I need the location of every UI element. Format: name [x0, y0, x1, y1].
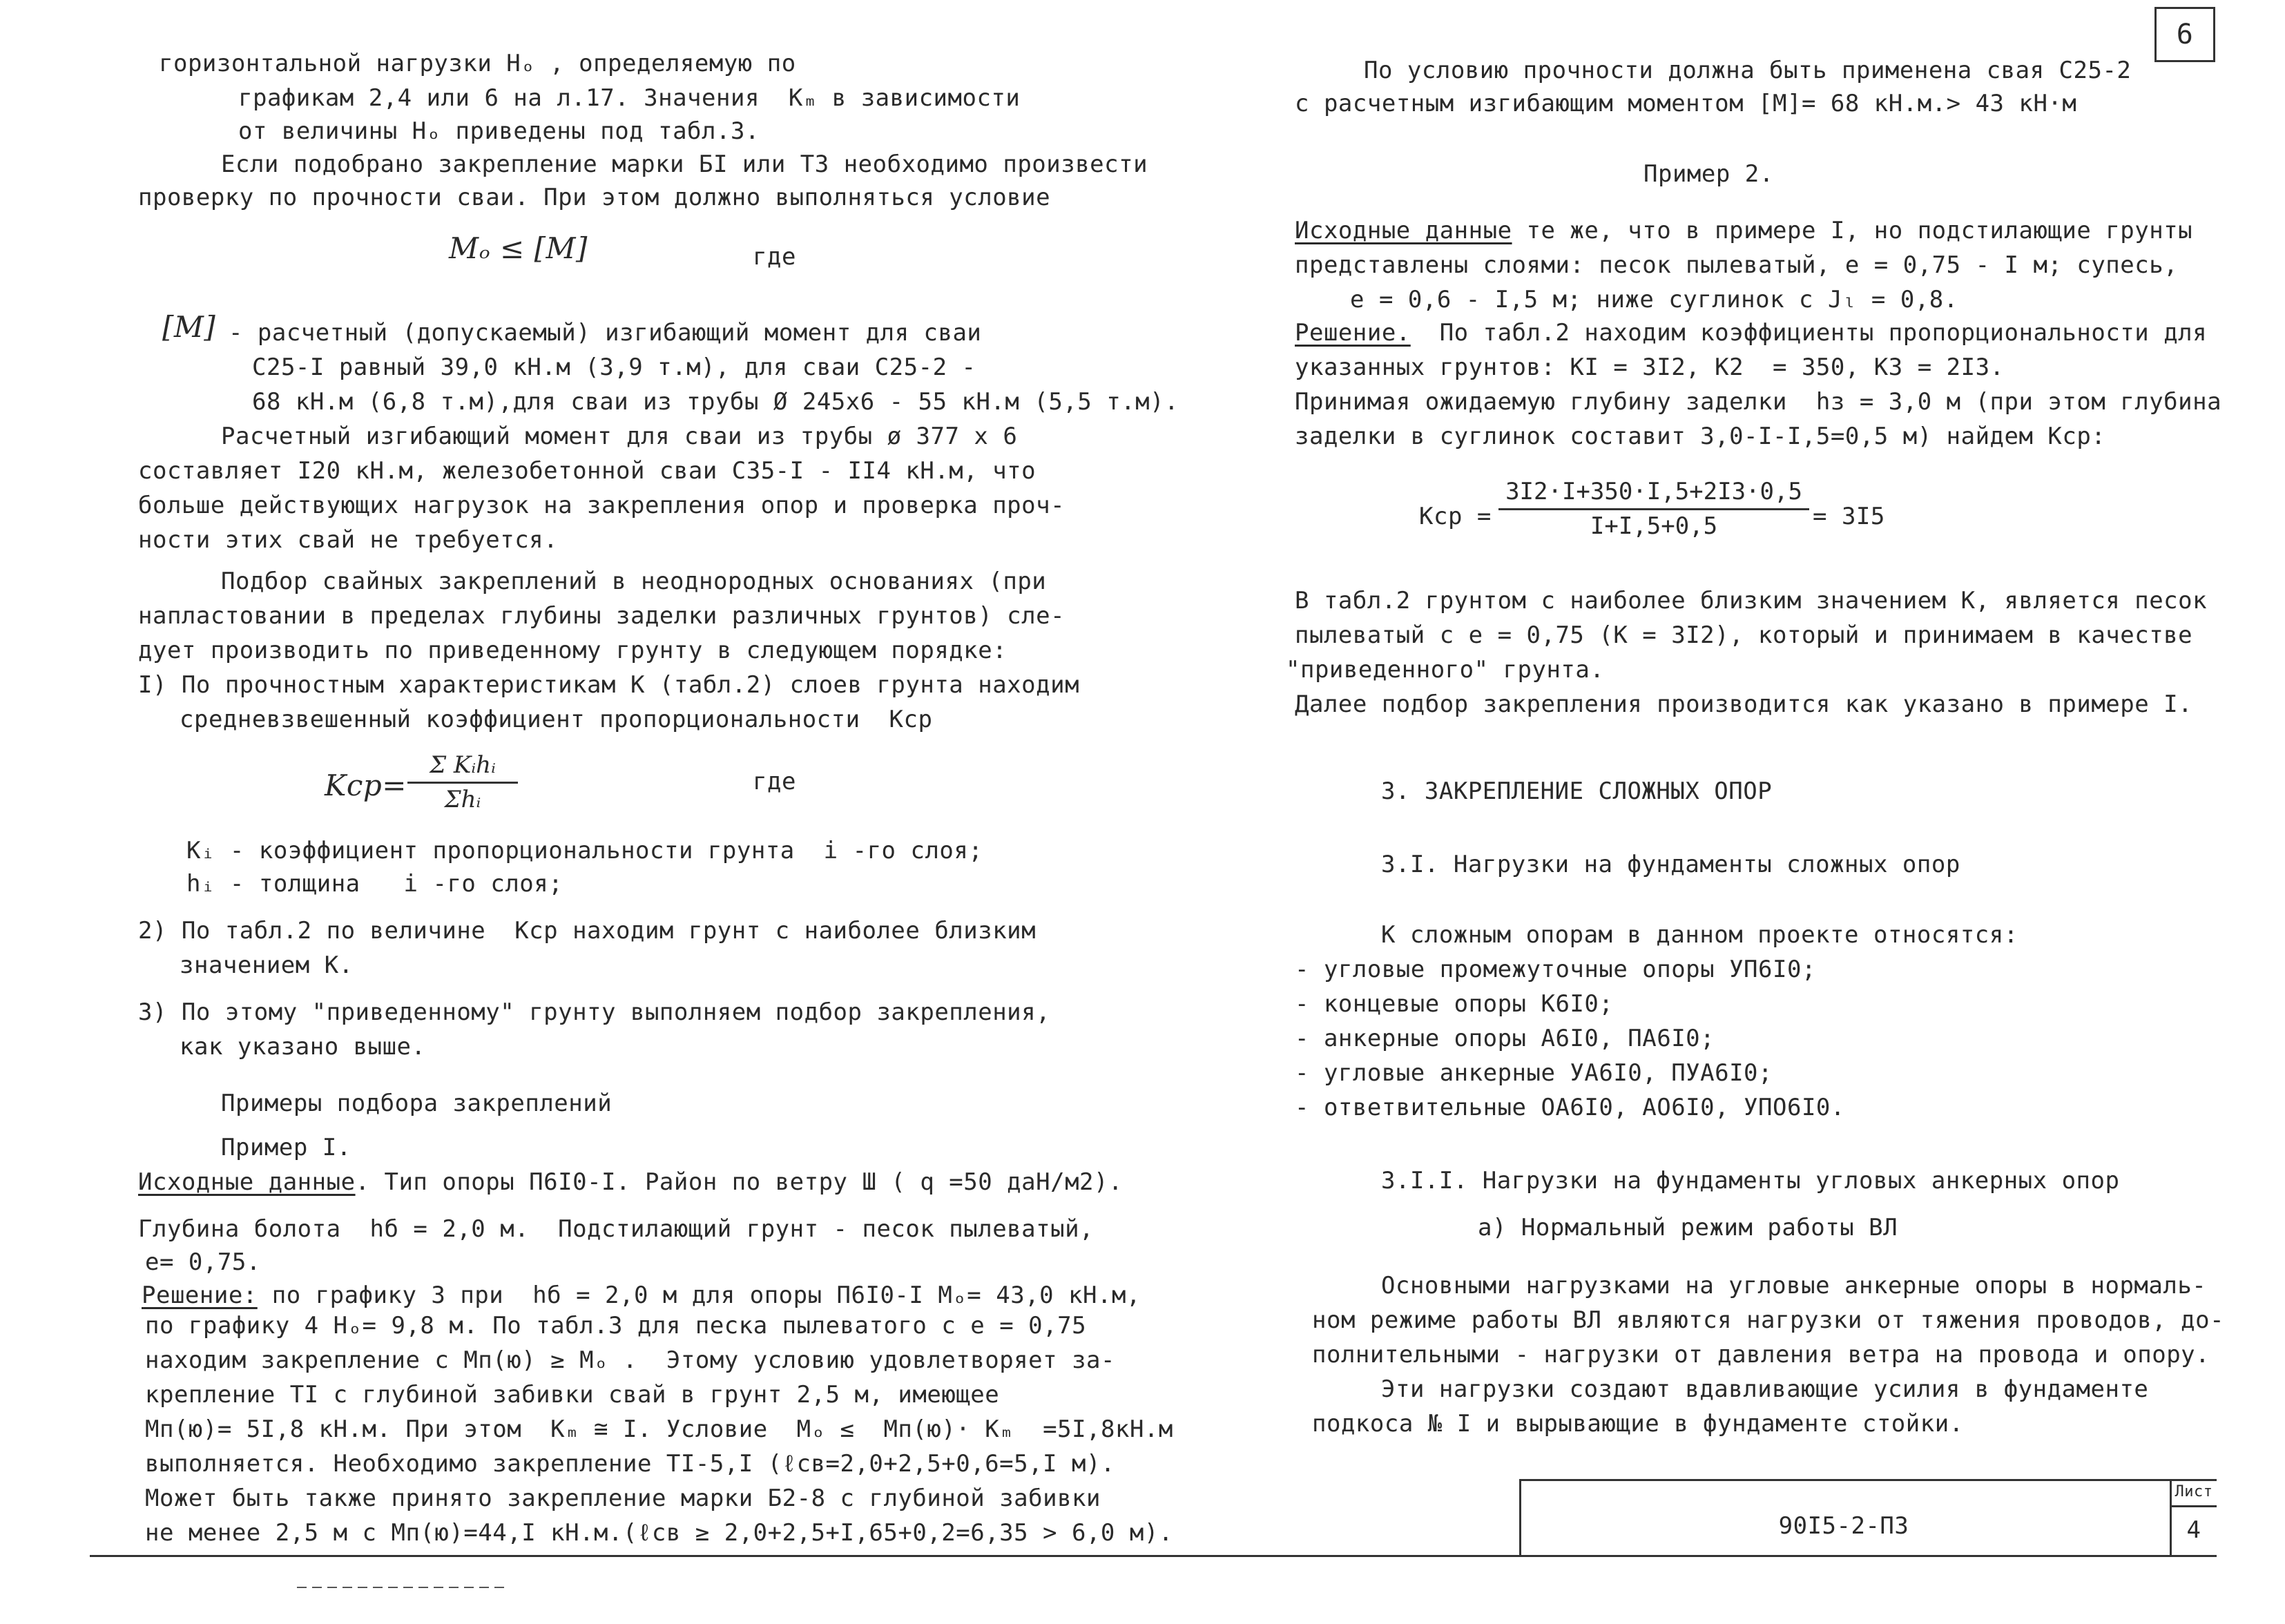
example-1-solution-7: Может быть также принято закрепление марки Б2-8 с глубиной забивки	[145, 1485, 1101, 1512]
formula-kcp2-numerator: 3I2·I+350·I,5+2I3·0,5	[1505, 478, 1802, 505]
example-1-solution-5: Mп(ю)= 5I,8 кН.м. При этом Kₘ ≅ I. Условие Mₒ ≤ Mп(ю)· Kₘ =5I,8кН.м	[145, 1415, 1173, 1443]
example-2-solution-text: По табл.2 находим коэффициенты пропорциональности для	[1410, 319, 2208, 347]
left-bottom-dashes	[297, 1587, 504, 1588]
step-3-line-1: 3) По этому "приведенному" грунту выполняем подбор закрепления,	[138, 998, 1051, 1026]
example-1-solution-2: по графику 4 Hₒ= 9,8 м. По табл.3 для песка пылеватого с e = 0,75	[145, 1312, 1087, 1340]
example-1-title: Пример I.	[221, 1134, 351, 1161]
formula-kcp2-result: = 3I5	[1813, 503, 1885, 530]
formula-kcp-lhs: Kср=	[325, 768, 407, 802]
para-1-line-3: больше действующих нагрузок на закрепления опор и проверка проч-	[138, 492, 1066, 519]
example-1-solution-4: крепление ТI с глубиной забивки свай в грунт 2,5 м, имеющее	[145, 1381, 1000, 1409]
example-2-source-label: Исходные данные	[1295, 217, 1512, 244]
def-ki: Kᵢ - коэффициент пропорциональности грунта i -го слоя;	[186, 837, 983, 864]
example-1-solution-8: не менее 2,5 м с Mп(ю)=44,I кН.м.(ℓсв ≥ 2,0+2,5+I,65+0,2=6,35 > 6,0 м).	[145, 1519, 1173, 1547]
solution-label-2: Решение.	[1295, 319, 1411, 347]
normal-mode-line-5: подкоса № I и вырывающие в фундаменте стойки.	[1312, 1410, 1964, 1438]
stamp-bottom-rule	[1167, 1555, 2217, 1557]
normal-mode-line-3: полнительными - нагрузки от давления ветра на провода и опору.	[1312, 1341, 2210, 1369]
step-3-line-2: как указано выше.	[180, 1033, 426, 1061]
solution-1-text: по графику 3 при hб = 2,0 м для опоры П6I0-I Mₒ= 43,0 кН.м,	[257, 1282, 1141, 1309]
example-2-line-8: В табл.2 грунтом с наиболее близким значением K, является песок	[1295, 587, 2208, 615]
example-1-source-label: Исходные данные	[138, 1168, 356, 1196]
example-2-source-text: те же, что в примере I, но подстилающие грунты	[1512, 217, 2193, 244]
example-2-solution	[1295, 319, 2207, 347]
para-1-line-2: составляет I20 кН.м, железобетонной сваи С35-I - II4 кН.м, что	[138, 457, 1037, 485]
section-3-heading: 3. ЗАКРЕПЛЕНИЕ СЛОЖНЫХ ОПОР	[1381, 777, 1773, 805]
page-corner-number: 6	[2154, 7, 2215, 62]
left-line-2: графикам 2,4 или 6 на л.17. Значения Kₘ в зависимости	[238, 84, 1021, 112]
section-3-1-1-subheading: а) Нормальный режим работы ВЛ	[1478, 1214, 1898, 1241]
examples-title: Примеры подбора закреплений	[221, 1090, 613, 1117]
def-hi: hᵢ - толщина i -го слоя;	[186, 870, 563, 898]
example-2-line-3: e = 0,6 - I,5 м; ниже суглинок с Jₗ = 0,8.	[1350, 286, 1958, 313]
normal-mode-line-4: Эти нагрузки создают вдавливающие усилия в фундаменте	[1381, 1375, 2149, 1403]
left-line-5: проверку по прочности сваи. При этом должно выполняться условие	[138, 184, 1051, 211]
example-1-line-3: e= 0,75.	[145, 1248, 261, 1276]
right-line-1: По условию прочности должна быть применена свая С25-2	[1364, 57, 2132, 84]
sheet-label: Лист	[2175, 1483, 2213, 1500]
formula-where-2: где	[753, 768, 796, 795]
para-1-line-4: ности этих свай не требуется.	[138, 526, 559, 554]
section-3-1-1-heading: 3.I.I. Нагрузки на фундаменты угловых анкерных опор	[1381, 1167, 2120, 1195]
normal-mode-line-1: Основными нагрузками на угловые анкерные опоры в нормаль-	[1381, 1272, 2207, 1299]
step-1-line-2: средневзвешенный коэффициент пропорциональности Kср	[180, 706, 933, 733]
example-2-title: Пример 2.	[1643, 160, 1774, 188]
stamp-sheet-rule	[2170, 1505, 2217, 1507]
formula-kcp2-bar	[1498, 508, 1809, 510]
example-1-source	[138, 1168, 1123, 1196]
complex-support-item: - анкерные опоры А6I0, ПА6I0;	[1295, 1025, 1715, 1052]
stamp-top-rule	[1519, 1479, 2217, 1481]
example-1-source-text: . Тип опоры П6I0-I. Район по ветру Ш ( q =50 даН/м2).	[355, 1168, 1123, 1196]
complex-support-item: - угловые промежуточные опоры УП6I0;	[1295, 956, 1816, 983]
para-2-line-1: Подбор свайных закреплений в неоднородных основаниях (при	[221, 568, 1047, 595]
example-1-line-2: Глубина болота hб = 2,0 м. Подстилающий грунт - песок пылеватый,	[138, 1215, 1095, 1243]
solution-label-1: Решение:	[142, 1282, 258, 1309]
complex-support-item: - угловые анкерные УА6I0, ПУА6I0;	[1295, 1059, 1773, 1087]
section-3-1-heading: 3.I. Нагрузки на фундаменты сложных опор	[1381, 851, 1960, 878]
step-2-line-2: значением К.	[180, 951, 354, 979]
example-1-solution-6: выполняется. Необходимо закрепление ТI-5,I (ℓсв=2,0+2,5+0,6=5,I м).	[145, 1450, 1115, 1478]
sheet-number: 4	[2186, 1516, 2201, 1544]
moment-def-3: 68 кН.м (6,8 т.м),для сваи из трубы Ø 245x6 - 55 кН.м (5,5 т.м).	[252, 388, 1179, 416]
example-2-line-7: заделки в суглинок составит 3,0-I-I,5=0,5 м) найдем Kср:	[1295, 423, 2106, 450]
formula-moment-condition: Mₒ ≤ [M]	[449, 231, 588, 265]
complex-support-item: - концевые опоры К6I0;	[1295, 990, 1614, 1018]
example-2-line-9: пылеватый с e = 0,75 (К = 3I2), который и принимаем в качестве	[1295, 621, 2193, 649]
step-2-line-1: 2) По табл.2 по величине Kср находим грунт с наиболее близким	[138, 917, 1037, 945]
formula-kcp-numerator: Σ Kᵢhᵢ	[430, 751, 496, 779]
example-1-solution-1	[142, 1282, 1141, 1309]
example-2-line-2: представлены слоями: песок пылеватый, e = 0,75 - I м; супесь,	[1295, 251, 2179, 279]
moment-def-1: - расчетный (допускаемый) изгибающий момент для сваи	[214, 319, 982, 347]
formula-kcp-bar	[407, 782, 518, 784]
example-2-line-10: "приведенного" грунта.	[1286, 656, 1605, 684]
example-2-line-6: Принимая ожидаемую глубину заделки hз = 3,0 м (при этом глубина	[1295, 388, 2222, 416]
para-1-line-1: Расчетный изгибающий момент для сваи из трубы ø 377 x 6	[221, 423, 1018, 450]
left-bottom-rule	[90, 1555, 1167, 1557]
moment-def-2: С25-I равный 39,0 кН.м (3,9 т.м), для сваи С25-2 -	[252, 354, 976, 381]
para-2-line-3: дует производить по приведенному грунту в следующем порядке:	[138, 637, 1007, 664]
complex-support-item: - ответвительные ОА6I0, АО6I0, УПО6I0.	[1295, 1094, 1845, 1121]
para-2-line-2: напластовании в пределах глубины заделки различных грунтов) сле-	[138, 602, 1066, 630]
moment-symbol: [M]	[162, 310, 216, 344]
example-2-line-5: указанных грунтов: KI = 3I2, K2 = 350, K3 = 2I3.	[1295, 354, 2005, 381]
left-line-1: горизонтальной нагрузки Hₒ , определяемую по	[159, 50, 796, 77]
formula-kcp-denominator: Σhᵢ	[444, 786, 481, 813]
formula-kcp2-lhs: Kср =	[1419, 503, 1492, 530]
formula-where-1: где	[753, 243, 796, 271]
example-2-line-11: Далее подбор закрепления производится как указано в примере I.	[1295, 690, 2193, 718]
left-line-3: от величины Hₒ приведены под табл.3.	[238, 117, 760, 145]
example-2-source	[1295, 217, 2192, 244]
step-1-line-1: I) По прочностным характеристикам К (табл.2) слоев грунта находим	[138, 671, 1080, 699]
stamp-left-rule	[1519, 1479, 1521, 1556]
left-line-4: Если подобрано закрепление марки БI или ТЗ необходимо произвести	[221, 151, 1148, 178]
formula-kcp2-denominator: I+I,5+0,5	[1590, 512, 1718, 540]
complex-supports-intro: К сложным опорам в данном проекте относятся:	[1381, 921, 2018, 949]
normal-mode-line-2: ном режиме работы ВЛ являются нагрузки от тяжения проводов, до-	[1312, 1306, 2225, 1334]
document-code: 90I5-2-ПЗ	[1778, 1512, 1909, 1540]
right-line-2: с расчетным изгибающим моментом [M]= 68 кН.м.> 43 кН·м	[1295, 90, 2077, 117]
example-1-solution-3: находим закрепление с Mп(ю) ≥ Mₒ . Этому условию удовлетворяет за-	[145, 1346, 1115, 1374]
